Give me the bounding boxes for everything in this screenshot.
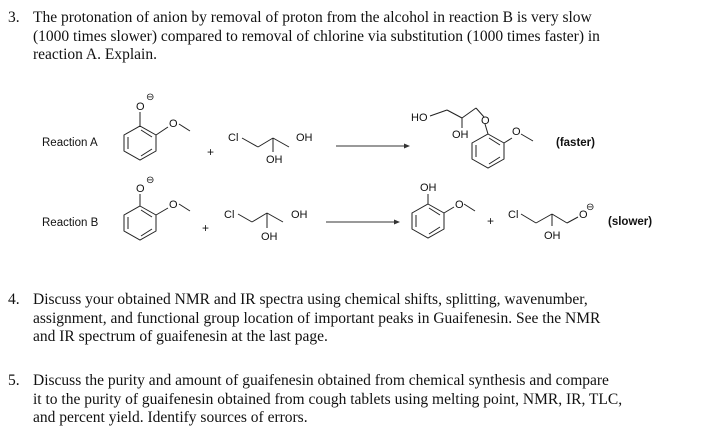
phenoxide-o: O [136, 183, 145, 195]
reaction-a-note: (faster) [556, 137, 595, 149]
question-text: Discuss your obtained NMR and IR spectra using chemical shifts, splitting, wavenumber, assignment, and functional group location of important peaks in Guaifenesin. See the NMR and IR spectrum of guaifenesin at the last page. [33, 291, 601, 345]
question-5 [8, 372, 708, 432]
alkoxide-o: O [579, 209, 588, 221]
ether-o: O [481, 115, 490, 127]
hydroxyl-group: OH [544, 230, 561, 242]
chlorine-atom: Cl [224, 209, 235, 221]
reaction-a-product [411, 108, 533, 168]
reaction-a-chloropropanediol [228, 132, 313, 166]
reaction-a-label: Reaction A [42, 137, 98, 149]
question-4 [8, 291, 708, 351]
question-number: 4. [8, 291, 20, 308]
arrow-head-icon [404, 144, 410, 149]
hydroxyl-group: OH [266, 154, 283, 166]
reaction-b-phenoxide [124, 175, 190, 240]
chlorine-atom: Cl [228, 132, 239, 144]
hydroxyl-group: OH [420, 182, 437, 194]
ether-o: O [455, 199, 464, 211]
ether-o: O [169, 199, 178, 211]
reaction-b-note: (slower) [608, 216, 653, 228]
charge-icon: ⊖ [586, 202, 595, 213]
question-number: 3. [8, 9, 20, 26]
phenoxide-o: O [136, 101, 145, 113]
hydroxyl-group: OH [291, 209, 308, 221]
reaction-b-guaiacol [412, 182, 475, 238]
hydroxyl-group: OH [296, 132, 313, 144]
ether-o: O [169, 118, 178, 130]
reaction-b-plus-2: + [487, 214, 495, 228]
reaction-b-chloropropanediol [224, 209, 308, 243]
reaction-a-plus: + [207, 145, 215, 159]
chlorine-atom: Cl [508, 209, 519, 221]
ether-o: O [512, 126, 521, 138]
hydroxyl-group: OH [452, 129, 469, 141]
hydroxyl-group: HO [411, 112, 428, 124]
arrow-head-icon [394, 220, 400, 225]
charge-icon: ⊖ [146, 175, 155, 186]
question-number: 5. [8, 372, 20, 389]
reaction-b-label: Reaction B [42, 217, 99, 229]
reaction-b-alkoxide [508, 202, 594, 242]
question-text: Discuss the purity and amount of guaifenesin obtained from chemical synthesis and compare it to the purity of guaifenesin obtained from cough tablets using melting point, NMR, IR, TLC, and percent yield. Identify sources of errors. [33, 372, 623, 426]
reaction-b-plus: + [202, 221, 210, 235]
question-text: The protonation of anion by removal of proton from the alcohol in reaction B is very slow (1000 times slower) compared to removal of chlorine via substitution (1000 times faster) in reaction A. Explain. [33, 9, 600, 63]
reaction-a-phenoxide [124, 92, 190, 160]
hydroxyl-group: OH [261, 231, 278, 243]
charge-icon: ⊖ [146, 92, 155, 103]
